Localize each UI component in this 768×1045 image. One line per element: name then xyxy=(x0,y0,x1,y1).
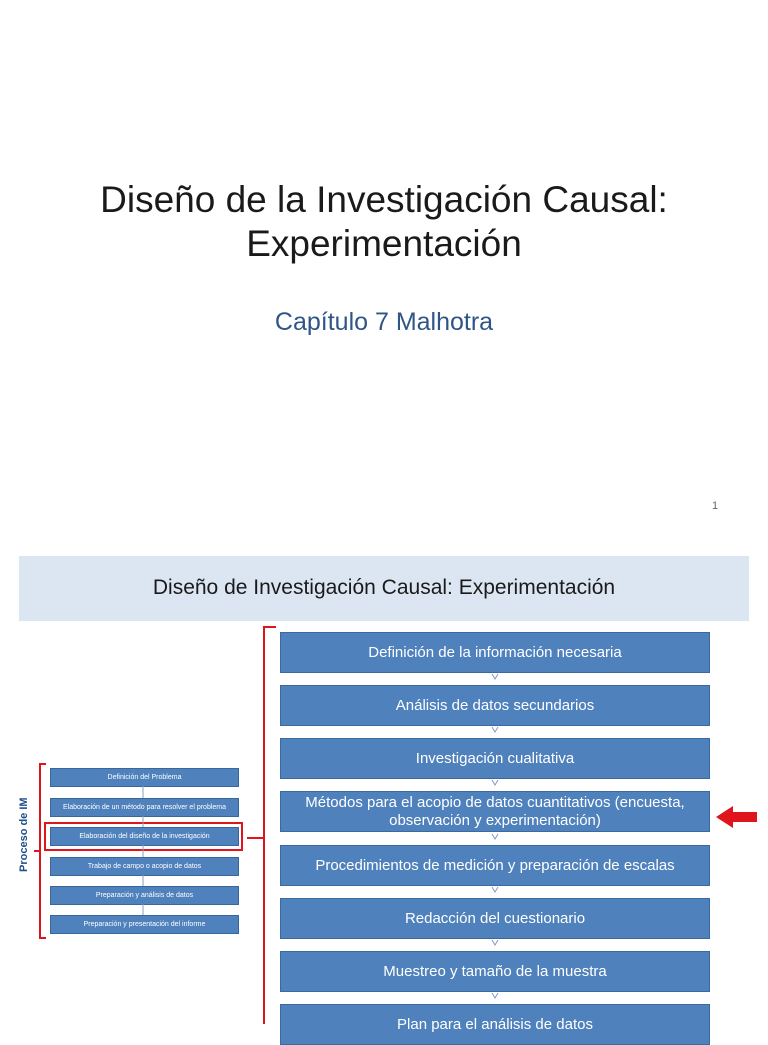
design-step-7: Muestreo y tamaño de la muestra xyxy=(280,951,710,992)
design-step-3: Investigación cualitativa xyxy=(280,738,710,779)
slide-title-line1: Diseño de la Investigación Causal: xyxy=(100,179,668,220)
design-bracket xyxy=(247,627,276,1024)
design-step-5: Procedimientos de medición y preparación de escalas xyxy=(280,845,710,886)
process-step-5: Preparación y análisis de datos xyxy=(50,886,239,905)
highlighted-step-frame xyxy=(44,822,243,851)
process-step-4: Trabajo de campo o acopio de datos xyxy=(50,857,239,876)
design-step-8: Plan para el análisis de datos xyxy=(280,1004,710,1045)
design-step-1: Definición de la información necesaria xyxy=(280,632,710,673)
design-step-2: Análisis de datos secundarios xyxy=(280,685,710,726)
process-step-2: Elaboración de un método para resolver el problema xyxy=(50,798,239,817)
page-number: 1 xyxy=(712,500,719,512)
design-step-6: Redacción del cuestionario xyxy=(280,898,710,939)
slide-title-line2: Experimentación xyxy=(246,223,522,264)
process-bracket xyxy=(34,764,46,938)
red-arrow-icon xyxy=(716,806,757,828)
slide-header xyxy=(19,556,749,621)
process-side-label: Proceso de IM xyxy=(18,797,30,872)
design-step-4: Métodos para el acopio de datos cuantitativos (encuesta, observación y experimentación) xyxy=(280,791,710,832)
process-step-3: Elaboración del diseño de la investigación xyxy=(50,827,239,846)
slide-title xyxy=(40,178,728,266)
slide-subtitle: Capítulo 7 Malhotra xyxy=(274,308,494,336)
slide-header-text: Diseño de Investigación Causal: Experimentación xyxy=(152,576,616,599)
process-step-1: Definición del Problema xyxy=(50,768,239,787)
diagram-slide xyxy=(0,540,768,1033)
process-step-6: Preparación y presentación del informe xyxy=(50,915,239,934)
